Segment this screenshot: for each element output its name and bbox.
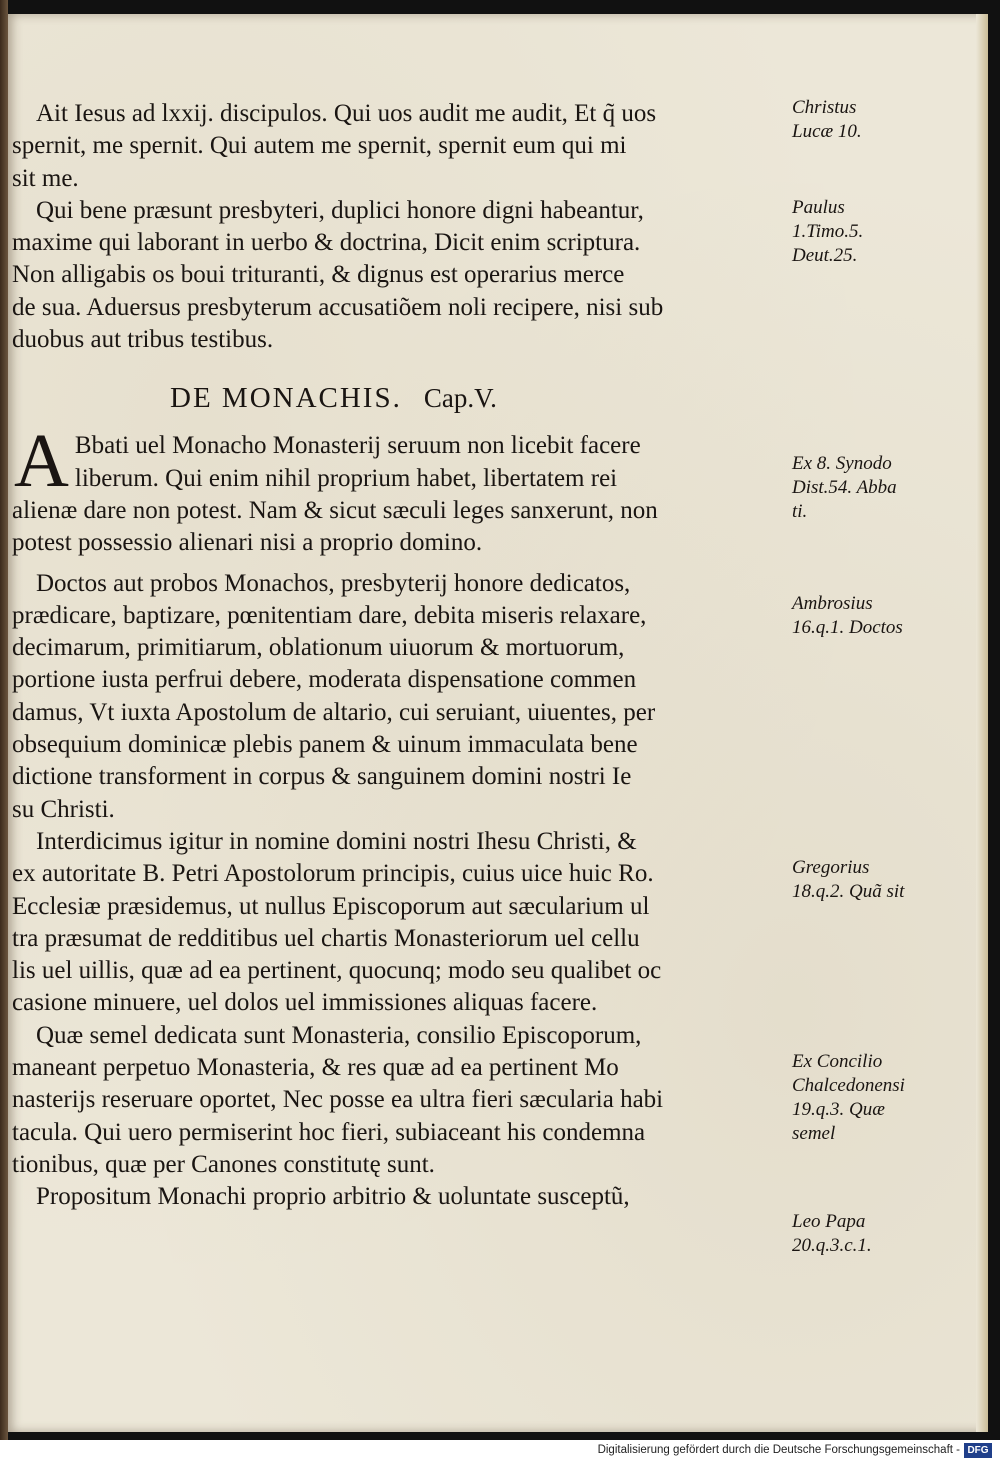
text-line: su Christi. <box>12 795 115 823</box>
margin-note-line: Chalcedonensi <box>792 1075 905 1096</box>
text-line: decimarum, primitiarum, oblationum uiuorum & mortuorum, <box>12 634 625 662</box>
margin-note-line: Ex Concilio <box>792 1051 883 1072</box>
text-line: Interdicimus igitur in nomine domini nostri Ihesu Christi, & <box>36 827 637 855</box>
margin-note-line: Lucæ 10. <box>792 121 862 142</box>
margin-note-line: Paulus <box>792 197 845 218</box>
margin-note-line: 19.q.3. Quæ <box>792 1099 885 1120</box>
text-line: maneant perpetuo Monasteria, & res quæ ad ea pertinent Mo <box>12 1054 619 1082</box>
text-line: de sua. Aduersus presbyterum accusatiõem noli recipere, nisi sub <box>12 293 664 321</box>
drop-capital: A <box>14 419 69 504</box>
text-line: Propositum Monachi proprio arbitrio & uoluntate susceptũ, <box>36 1183 630 1211</box>
text-line: nasterijs reseruare oportet, Nec posse ea ultra fieri sæcularia habi <box>12 1086 664 1114</box>
margin-note-synodo <box>792 452 982 524</box>
dfg-logo: DFG <box>964 1443 992 1458</box>
text-line: liberum. Qui enim nihil proprium habet, libertatem rei <box>74 464 618 492</box>
text-line: potest possessio alienari nisi a proprio domino. <box>12 529 483 557</box>
text-line: spernit, me spernit. Qui autem me spernit, spernit eum qui mi <box>12 132 627 160</box>
text-line: dictione transforment in corpus & sanguinem domini nostri Ie <box>12 763 632 791</box>
margin-note-line: 1.Timo.5. <box>792 221 864 242</box>
margin-note-gregorius <box>792 856 982 904</box>
chapter-title: DE MONACHIS. <box>170 382 402 415</box>
text-line: lis uel uillis, quæ ad ea pertinent, quocunq; modo seu qualibet oc <box>12 957 662 985</box>
margin-note-line: semel <box>792 1123 836 1144</box>
text-line: ex autoritate B. Petri Apostolorum principis, cuius uice huic Ro. <box>12 860 654 888</box>
margin-note-line: 20.q.3.c.1. <box>792 1235 872 1256</box>
paragraph-4 <box>12 568 780 826</box>
paragraph-5 <box>12 826 780 1020</box>
book-binding <box>0 0 8 1440</box>
text-line: Quæ semel dedicata sunt Monasteria, consilio Episcoporum, <box>36 1021 642 1049</box>
text-line: Non alligabis os boui trituranti, & dignus est operarius merce <box>12 261 625 289</box>
margin-note-line: Gregorius <box>792 857 870 878</box>
text-line: alienæ dare non potest. Nam & sicut sæculi leges sanxerunt, non <box>12 496 658 524</box>
paragraph-3 <box>12 419 780 559</box>
margin-note-line: 16.q.1. Doctos <box>792 617 903 638</box>
text-line: Qui bene præsunt presbyteri, duplici honore digni habeantur, <box>36 196 644 224</box>
text-line: tionibus, quæ per Canones constitutę sunt. <box>12 1150 435 1178</box>
margin-note-line: ti. <box>792 501 808 522</box>
text-line: duobus aut tribus testibus. <box>12 326 274 354</box>
margin-note-line: Dist.54. Abba <box>792 477 897 498</box>
paragraph-6 <box>12 1020 780 1181</box>
text-line: maxime qui laborant in uerbo & doctrina, Dicit enim scriptura. <box>12 229 641 257</box>
margin-note-line: Christus <box>792 97 857 118</box>
main-text-column <box>12 98 780 1214</box>
chapter-heading <box>12 378 780 418</box>
digitization-footer <box>0 1440 1000 1464</box>
text-line: portione iusta perfrui debere, moderata dispensatione commen <box>12 666 637 694</box>
text-line: Doctos aut probos Monachos, presbyterij honore dedicatos, <box>36 569 631 597</box>
text-line: Bbati uel Monacho Monasterij seruum non licebit facere <box>74 432 641 460</box>
margin-note-line: Ambrosius <box>792 593 873 614</box>
text-line: sit me. <box>12 164 79 192</box>
text-line: tacula. Qui uero permiserint hoc fieri, subiaceant his condemna <box>12 1118 646 1146</box>
chapter-number: Cap.V. <box>423 383 497 414</box>
margin-note-concilio <box>792 1050 982 1146</box>
text-line: tra præsumat de redditibus uel chartis Monasteriorum uel cellu <box>12 924 640 952</box>
margin-note-line: 18.q.2. Quã sit <box>792 881 905 902</box>
paragraph-2 <box>12 195 780 356</box>
margin-note-line: Deut.25. <box>792 245 858 266</box>
book-page <box>8 14 988 1432</box>
text-line: damus, Vt iuxta Apostolum de altario, cui seruiant, uiuentes, per <box>12 698 656 726</box>
text-line: casione minuere, uel dolos uel immissiones aliquas facere. <box>12 989 598 1017</box>
text-line: Ait Iesus ad lxxij. discipulos. Qui uos audit me audit, Et q̃ uos <box>36 100 657 127</box>
margin-note-christus <box>792 96 982 144</box>
margin-note-ambrosius <box>792 592 982 640</box>
paragraph-1 <box>12 98 780 195</box>
paragraph-7 <box>12 1181 780 1213</box>
margin-note-line: Leo Papa <box>792 1211 866 1232</box>
text-line: Ecclesiæ præsidemus, ut nullus Episcoporum aut sæcularium ul <box>12 892 650 920</box>
text-line: obsequium dominicæ plebis panem & uinum immaculata bene <box>12 731 638 759</box>
funding-notice: Digitalisierung gefördert durch die Deutsche Forschungsgemeinschaft - <box>597 1444 960 1456</box>
text-line: prædicare, baptizare, pœnitentiam dare, debita miseris relaxare, <box>12 601 647 629</box>
margin-note-paulus <box>792 196 982 268</box>
margin-note-line: Ex 8. Synodo <box>792 453 892 474</box>
margin-note-leo-papa <box>792 1210 982 1258</box>
